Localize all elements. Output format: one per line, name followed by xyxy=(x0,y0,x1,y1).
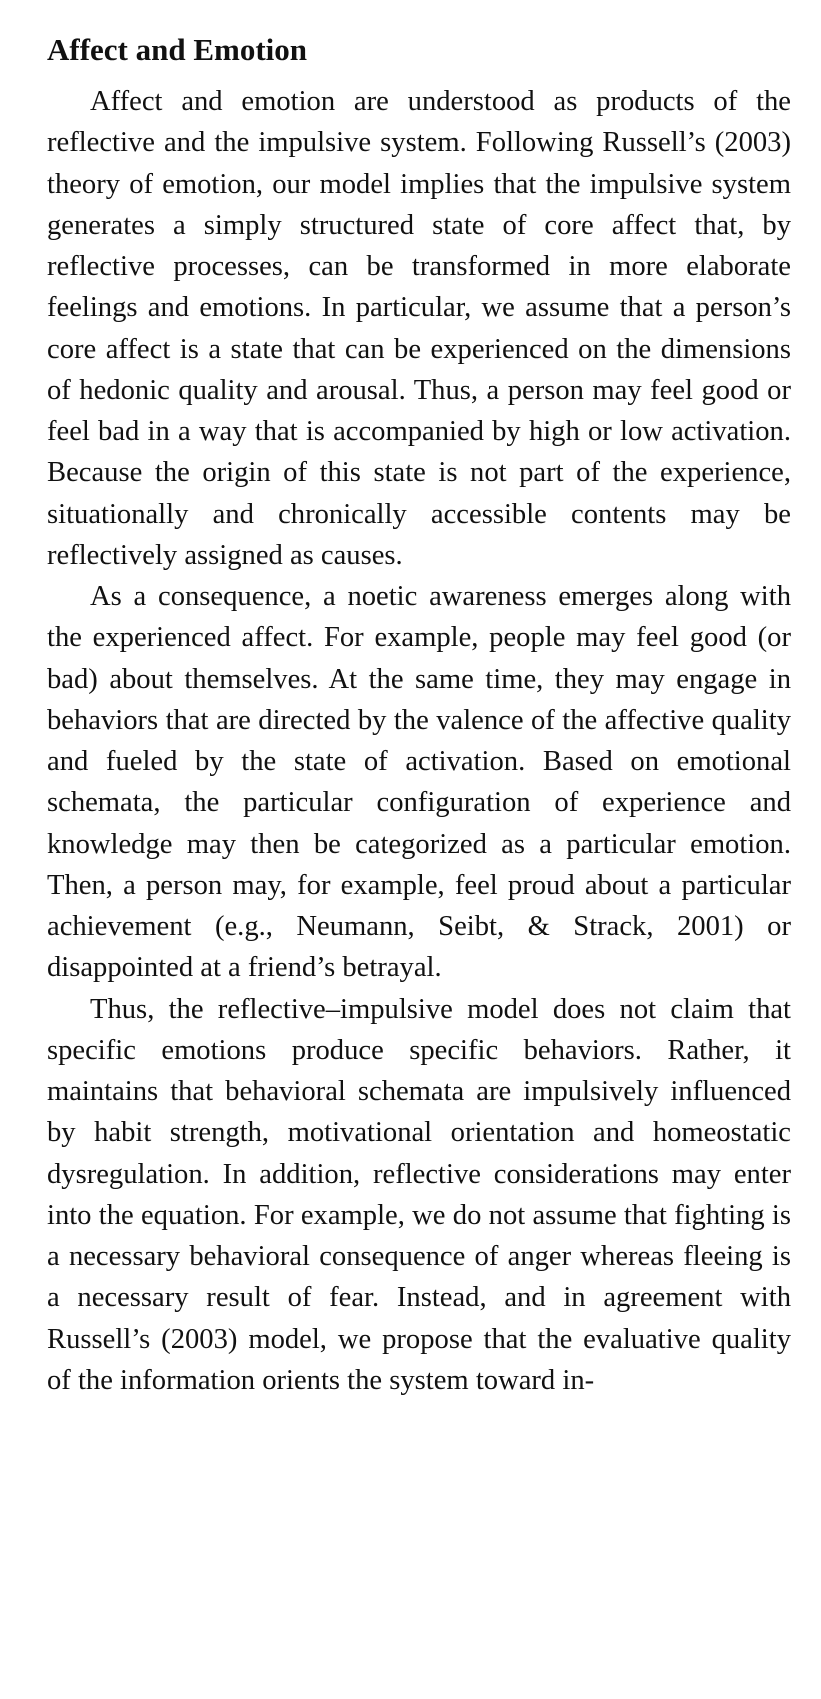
section-heading: Affect and Emotion xyxy=(47,32,308,67)
page-column xyxy=(47,30,791,1401)
paragraph-1: Affect and emotion are understood as products of the reflective and the impulsive system. Following Russell’s (2003) theory of emotion, our model implies that the impulsive system generates a simply structured state of core affect that, by reflective processes, can be transformed in more elaborate feelings and emotions. In particular, we assume that a person’s core affect is a state that can be experienced on the dimensions of hedonic quality and arousal. Thus, a person may feel good or feel bad in a way that is accompanied by high or low activation. Because the origin of this state is not part of the experience, situationally and chronically accessible contents may be reflectively assigned as causes. xyxy=(47,86,791,571)
paragraph-3: Thus, the reflective–impulsive model does not claim that specific emotions produce specific behaviors. Rather, it maintains that behavioral schemata are impulsively influenced by habit strength, motivational orientation and homeostatic dysregulation. In addition, reflective considerations may enter into the equation. For example, we do not assume that fighting is a necessary behavioral consequence of anger whereas fleeing is a necessary result of fear. Instead, and in agreement with Russell’s (2003) model, we propose that the evaluative quality of the information orients the system toward in- xyxy=(47,993,791,1396)
paragraph-2: As a consequence, a noetic awareness emerges along with the experienced affect. For example, people may feel good (or bad) about themselves. At the same time, they may engage in behaviors that are directed by the valence of the affective quality and fueled by the state of activation. Based on emotional schemata, the particular configuration of experience and knowledge may then be categorized as a particular emotion. Then, a person may, for example, feel proud about a particular achievement (e.g., Neumann, Seibt, & Strack, 2001) or disappointed at a friend’s betrayal. xyxy=(47,581,791,984)
